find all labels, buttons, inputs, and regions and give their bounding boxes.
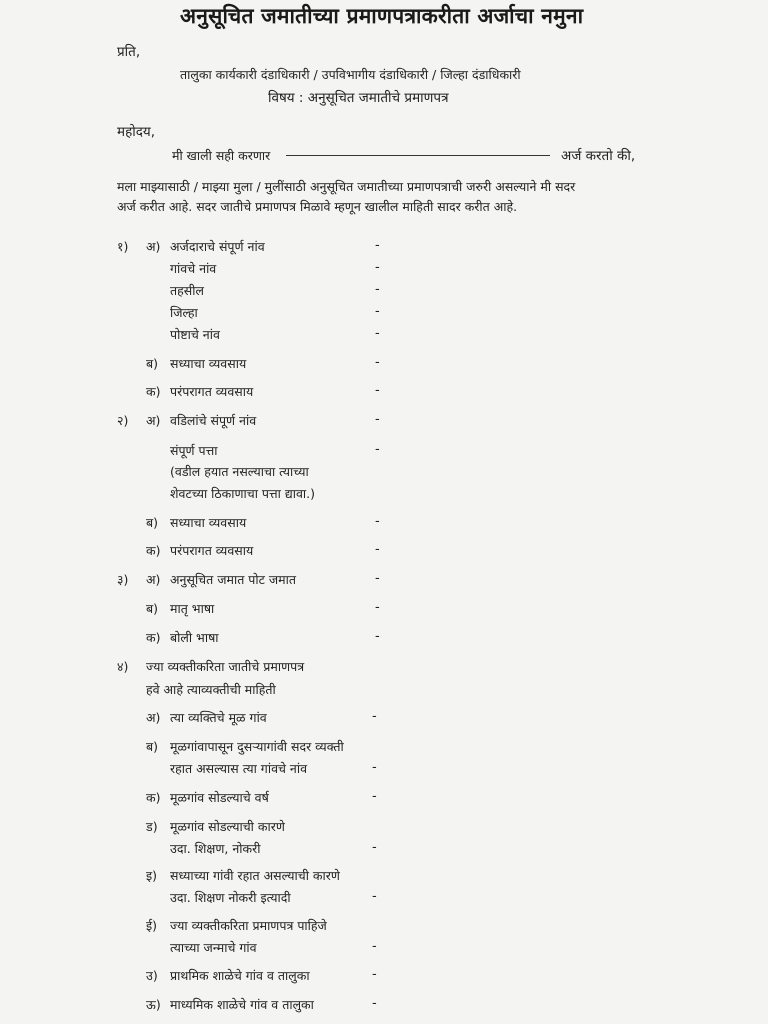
item-number: ३) <box>117 572 129 587</box>
address-note-1: (वडील हयात नसल्याचा त्याच्या <box>170 464 309 479</box>
dash: - <box>375 600 380 615</box>
dash: - <box>372 760 377 775</box>
mother-tongue-label: मातृ भाषा <box>170 601 215 616</box>
father-name-label: वडिलांचे संपूर्ण नांव <box>170 413 257 428</box>
applicant-name-label: अर्जदाराचे संपूर्ण नांव <box>170 239 265 254</box>
native-village-label: त्या व्यक्तिचे मूळ गांव <box>170 710 267 725</box>
applicant-prefix: मी खाली सही करणार <box>172 148 271 163</box>
dash: - <box>375 571 380 586</box>
dash: - <box>372 939 377 954</box>
item-letter: ब) <box>146 356 159 371</box>
page-title: अनुसूचित जमातीच्या प्रमाणपत्राकरीता अर्जाचा नमुना <box>180 4 584 28</box>
dash: - <box>375 282 380 297</box>
item-letter: ब) <box>146 601 159 616</box>
birth-village-line-1: ज्या व्यक्तीकरिता प्रमाणपत्र पाहिजे <box>170 918 327 933</box>
addressee: तालुका कार्यकारी दंडाधिकारी / उपविभागीय दंडाधिकारी / जिल्हा दंडाधिकारी <box>180 67 521 82</box>
intro-line-2: अर्ज करीत आहे. सदर जातीचे प्रमाणपत्र मिळावे म्हणून खालील माहिती सादर करीत आहे. <box>117 199 518 214</box>
dash: - <box>372 889 377 904</box>
item-letter: अ) <box>146 413 161 428</box>
dash: - <box>375 442 380 457</box>
tehsil-label: तहसील <box>170 283 204 298</box>
item-number: ४) <box>117 659 129 674</box>
year-left-label: मूळगांव सोडल्याचे वर्ष <box>170 790 269 805</box>
dash: - <box>375 304 380 319</box>
traditional-occupation-label: परंपरागत व्यवसाय <box>170 384 254 399</box>
item-letter: अ) <box>146 572 161 587</box>
other-village-line-2: रहात असल्यास त्या गांवचे नांव <box>170 761 308 776</box>
item-letter: इ) <box>146 868 158 883</box>
applicant-suffix: अर्ज करतो की, <box>561 148 636 164</box>
item-letter: क) <box>146 630 161 645</box>
reason-left-example: उदा. शिक्षण, नोकरी <box>170 841 261 856</box>
sub-tribe-label: अनुसूचित जमात पोट जमात <box>170 572 297 587</box>
reason-current-example: उदा. शिक्षण नोकरी इत्यादी <box>170 890 291 905</box>
dash: - <box>375 542 380 557</box>
dash: - <box>372 709 377 724</box>
item-letter: क) <box>146 543 161 558</box>
dash: - <box>375 238 380 253</box>
primary-school-label: प्राथमिक शाळेचे गांव व तालुका <box>170 968 310 983</box>
item-letter: अ) <box>146 239 161 254</box>
item-letter: क) <box>146 790 161 805</box>
full-address-label: संपूर्ण पत्ता <box>170 443 218 458</box>
reason-left-label: मूळगांव सोडल्याची कारणे <box>170 819 285 834</box>
district-label: जिल्हा <box>170 305 198 320</box>
dash: - <box>372 789 377 804</box>
item-number: २) <box>117 413 129 428</box>
dash: - <box>375 260 380 275</box>
item-letter: क) <box>146 384 161 399</box>
other-village-line-1: मूळगांवापासून दुसऱ्यागांवी सदर व्यक्ती <box>170 739 344 754</box>
item-letter: ब) <box>146 515 159 530</box>
person-info-line-1: ज्या व्यक्तीकरिता जातीचे प्रमाणपत्र <box>146 659 305 674</box>
dash: - <box>375 514 380 529</box>
reason-current-label: सध्याच्या गांवी रहात असल्याची कारणे <box>170 868 340 883</box>
subject-line: विषय : अनुसूचित जमातीचे प्रमाणपत्र <box>268 90 449 106</box>
item-letter: उ) <box>146 968 158 983</box>
village-label: गांवचे नांव <box>170 261 217 276</box>
item-letter: ऊ) <box>146 997 161 1012</box>
birth-village-line-2: त्याच्या जन्माचे गांव <box>170 940 257 955</box>
dash: - <box>375 629 380 644</box>
applicant-name-blank[interactable] <box>286 155 550 156</box>
dash: - <box>372 967 377 982</box>
spoken-language-label: बोली भाषा <box>170 630 219 645</box>
current-occupation-label: सध्याचा व्यवसाय <box>170 356 247 371</box>
dash: - <box>375 355 380 370</box>
item-letter: ई) <box>146 918 158 933</box>
dash: - <box>375 383 380 398</box>
item-letter: ब) <box>146 739 159 754</box>
dash: - <box>372 996 377 1011</box>
secondary-school-label: माध्यमिक शाळेचे गांव व तालुका <box>170 997 314 1012</box>
dash: - <box>372 840 377 855</box>
person-info-line-2: हवे आहे त्याव्यक्तीची माहिती <box>146 682 276 697</box>
father-current-occupation-label: सध्याचा व्यवसाय <box>170 515 247 530</box>
father-traditional-occupation-label: परंपरागत व्यवसाय <box>170 543 254 558</box>
address-note-2: शेवटच्या ठिकाणाचा पत्ता द्यावा.) <box>170 486 316 501</box>
item-number: १) <box>117 239 129 254</box>
dash: - <box>375 326 380 341</box>
item-letter: अ) <box>146 710 161 725</box>
salutation: महोदय, <box>117 124 156 140</box>
post-label: पोष्टाचे नांव <box>170 327 220 342</box>
intro-line-1: मला माझ्यासाठी / माझ्या मुला / मुलींसाठी अनुसूचित जमातीच्या प्रमाणपत्राची जरुरी असल्याने मी सदर <box>117 179 576 194</box>
dash: - <box>375 412 380 427</box>
to-label: प्रति, <box>117 44 141 60</box>
item-letter: ड) <box>146 819 158 834</box>
